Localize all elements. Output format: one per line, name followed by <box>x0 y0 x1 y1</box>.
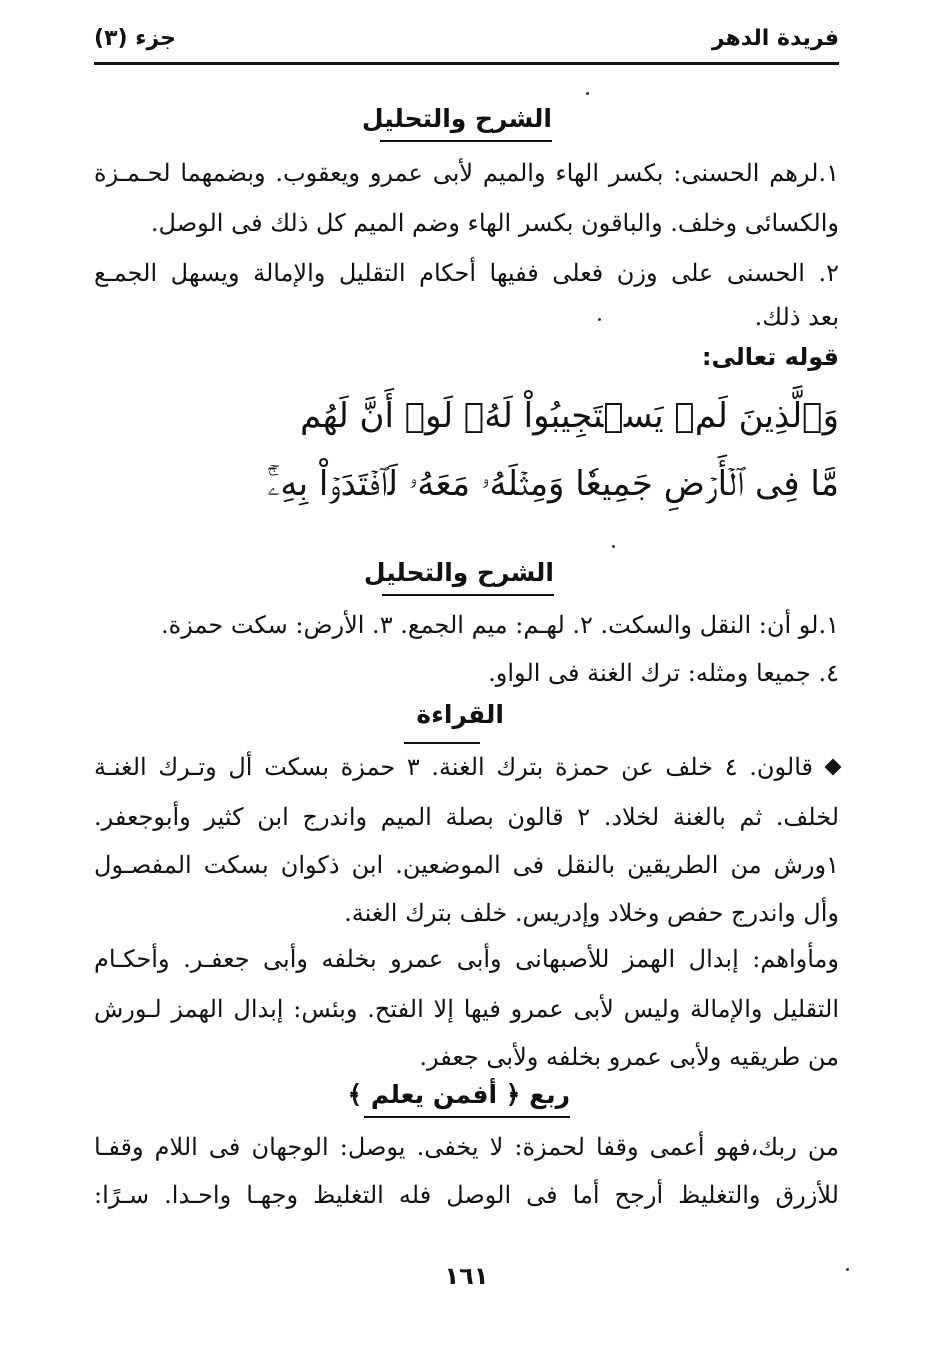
paragraph-line: من طريقيه ولأبى عمرو بخلفه ولأبى جعفر. <box>419 1043 839 1071</box>
paragraph-line: ١.لو أن: النقل والسكت. ٢. لهـم: ميم الجمع. ٣. الأرض: سكت حمزة. <box>161 611 839 639</box>
page-number: ١٦١ <box>444 1262 489 1290</box>
header-rule <box>94 62 839 65</box>
book-title: فريدة الدهر <box>711 26 839 51</box>
paragraph-line: ١.لرهم الحسنى: بكسر الهاء والميم لأبى عمرو ويعقوب. وبضمهما لحـمـزة <box>94 159 839 187</box>
running-header <box>94 22 839 60</box>
paragraph-line: التقليل والإمالة وليس لأبى عمرو فيها إلا الفتح. وبئس: إبدال الهمز لـورش <box>94 995 839 1023</box>
paragraph-line: ٤. جميعا ومثله: ترك الغنة فى الواو. <box>488 659 839 687</box>
section-heading-commentary-2: الشرح والتحليل <box>382 556 554 596</box>
readings-line-text: قالون. ٤ خلف عن حمزة بترك الغنة. ٣ حمزة بسكت أل وتـرك الغنـة <box>94 753 813 781</box>
scan-speck <box>612 545 615 548</box>
paragraph-line: ومأواهم: إبدال الهمز للأصبهانى وأبى عمرو بخلفه وأبى جعفـر. وأحكـام <box>94 945 839 973</box>
scan-speck <box>598 318 601 321</box>
scan-speck <box>586 92 589 95</box>
readings-line-with-marker <box>94 750 839 784</box>
paragraph-line: لخلف. ثم بالغنة لخلاد. ٢ قالون بصلة الميم واندرج ابن كثير وأبوجعفر. <box>94 803 840 831</box>
overline-mark <box>404 742 480 744</box>
paragraph-line: ١ورش من الطريقين بالنقل فى الموضعين. ابن ذكوان بسكت المفصـول <box>94 851 839 879</box>
section-heading-quarter: ربع ﴿ أفمن يعلم ﴾ <box>364 1078 570 1118</box>
paragraph-line: ٢. الحسنى على وزن فعلى ففيها أحكام التقليل والإمالة ويسهل الجمـع <box>94 259 839 287</box>
paragraph-line: للأزرق والتغليظ أرجح أما فى الوصل فله التغليظ وجهـا واحـدا. سـرًا: <box>94 1181 839 1209</box>
part-label: جزء (٣) <box>94 26 177 51</box>
paragraph-line: من ربك،فهو أعمى وقفا لحمزة: لا يخفى. يوصل: الوجهان فى اللام وقفـا <box>94 1133 839 1161</box>
section-heading-commentary-1: الشرح والتحليل <box>380 102 552 142</box>
diamond-bullet-icon <box>825 758 842 775</box>
scan-speck <box>846 1268 849 1271</box>
paragraph-line: والكسائى وخلف. والباقون بكسر الهاء وضم الميم كل ذلك فى الوصل. <box>150 209 839 237</box>
section-heading-readings: القراءة <box>416 700 504 729</box>
quran-verse-line: مَّا فِى ٱلۡأَرۡضِ جَمِيعٗا وَمِثۡلَهُۥ مَعَهُۥ لَٱفۡتَدَوۡاْ بِهِۦٓۚ <box>267 464 839 504</box>
paragraph-line: وأل واندرج حفص وخلاد وإدريس. خلف بترك الغنة. <box>344 899 839 927</box>
quran-verse-line: وَٱلَّذِينَ لَمۡ يَسۡتَجِيبُواْ لَهُۥ لَوۡ أَنَّ لَهُم <box>300 396 839 436</box>
verse-intro-label: قوله تعالى: <box>701 343 839 371</box>
paragraph-line: بعد ذلك. <box>754 303 839 331</box>
